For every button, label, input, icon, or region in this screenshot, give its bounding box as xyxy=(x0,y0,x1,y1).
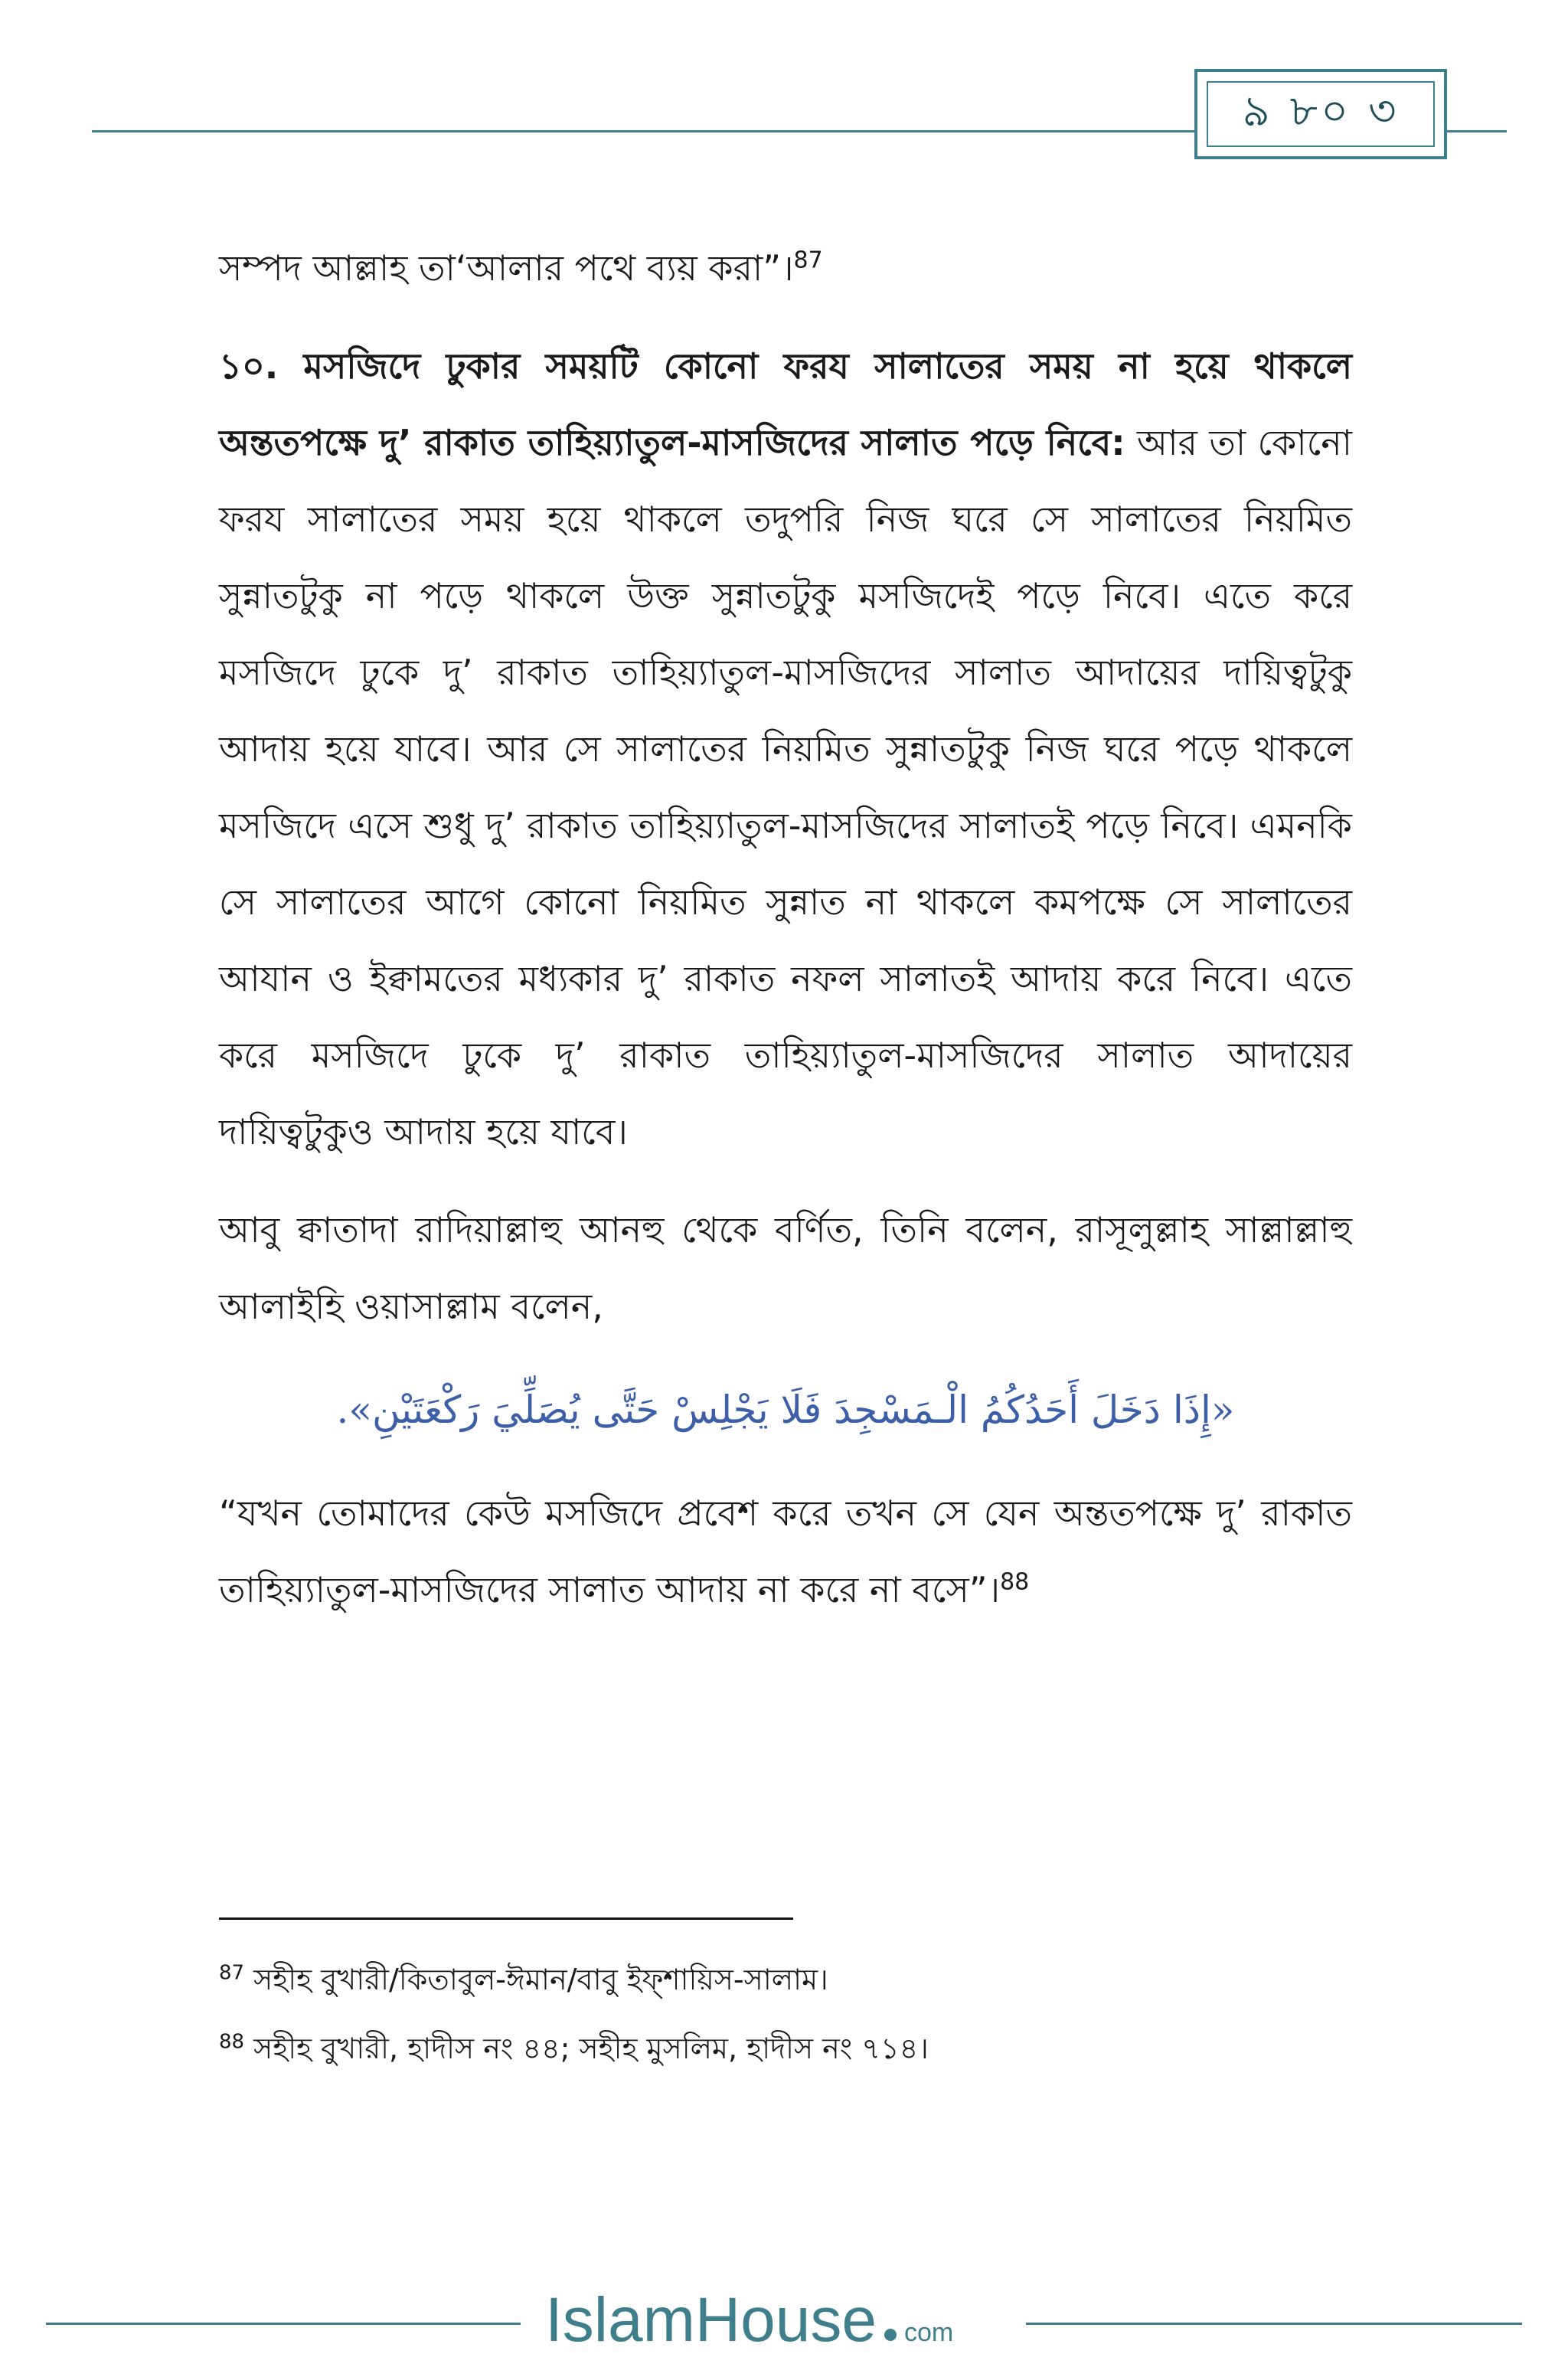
paragraph-1 xyxy=(219,230,1352,306)
footnote-87 xyxy=(219,1945,1352,2014)
paragraph-1-text: সম্পদ আল্লাহ তা‘আলার পথে ব্যয় করা”। xyxy=(219,247,794,289)
page-number: ৯ ৮০ ৩ xyxy=(1207,81,1435,147)
footnote-text: সহীহ বুখারী/কিতাবুল-ঈমান/বাবু ইফ্শায়িস-সালাম। xyxy=(244,1963,828,1996)
section-heading-10: ১০. মসজিদে ঢুকার সময়টি কোনো ফরয সালাতের সময় না হয়ে থাকলে অন্ততপক্ষে দু’ রাকাত তাহিয়্যাতুল-মাসজিদের সালাত পড়ে নিবে: xyxy=(219,345,1352,463)
footnote-rule xyxy=(219,1917,793,1920)
footer-rule-right xyxy=(1026,2323,1522,2325)
brand-name: IslamHouse xyxy=(545,2285,877,2355)
paragraph-4 xyxy=(219,1475,1352,1628)
footer-rule-left xyxy=(46,2323,521,2325)
brand-dot-icon xyxy=(884,2329,897,2341)
paragraph-3: আবু ক্বাতাদা রাদিয়াল্লাহু আনহু থেকে বর্ণিত, তিনি বলেন, রাসূলুল্লাহ সাল্লাল্লাহু আলাইহি ওয়াসাল্লাম বলেন, xyxy=(219,1209,1352,1327)
footnotes xyxy=(219,1945,1352,2083)
footnote-ref-88[interactable]: 88 xyxy=(1000,1568,1030,1596)
arabic-hadith: «إِذَا دَخَلَ أَحَدُكُمُ الْـمَسْجِدَ فَلَا يَجْلِسْ حَتَّى يُصَلِّيَ رَكْعَتَيْنِ». xyxy=(336,1388,1235,1432)
page-number-box xyxy=(1194,69,1447,159)
footnote-number: 87 xyxy=(219,1961,245,1985)
paragraph-2-text: আর তা কোনো ফরয সালাতের সময় হয়ে থাকলে তদুপরি নিজ ঘরে সে সালাতের নিয়মিত সুন্নাতটুকু না পড়ে থাকলে উক্ত সুন্নাতটুকু মসজিদেই পড়ে নিবে। এতে করে মসজিদে ঢুকে দু’ রাকাত তাহিয়্যাতুল-মাসজিদের সালাত আদায়ের দায়িত্বটুকু আদায় হয়ে যাবে। আর সে সালাতের নিয়মিত সুন্নাতটুকু নিজ ঘরে পড়ে থাকলে মসজিদে এসে শুধু দু’ রাকাত তাহিয়্যাতুল-মাসজিদের সালাতই পড়ে নিবে। এমনকি সে সালাতের আগে কোনো নিয়মিত সুন্নাত না থাকলে কমপক্ষে সে সালাতের আযান ও ইক্বামতের মধ্যকার দু’ রাকাত নফল সালাতই আদায় করে নিবে। এতে করে মসজিদে ঢুকে দু’ রাকাত তাহিয়্যাতুল-মাসজিদের সালাত আদায়ের দায়িত্বটুকুও আদায় হয়ে যাবে। xyxy=(219,422,1352,1152)
footnote-number: 88 xyxy=(219,2030,245,2054)
page-body xyxy=(219,230,1352,1628)
paragraph-4-text: “যখন তোমাদের কেউ মসজিদে প্রবেশ করে তখন সে যেন অন্ততপক্ষে দু’ রাকাত তাহিয়্যাতুল-মাসজিদের সালাত আদায় না করে না বসে”। xyxy=(219,1492,1352,1610)
brand-tld: com xyxy=(903,2318,954,2347)
islamhouse-logo[interactable] xyxy=(545,2286,953,2367)
footnote-ref-87[interactable]: 87 xyxy=(793,247,823,274)
paragraph-2 xyxy=(219,328,1352,1170)
footer xyxy=(0,2285,1568,2355)
footnote-text: সহীহ বুখারী, হাদীস নং ৪৪; সহীহ মুসলিম, হাদীস নং ৭১৪। xyxy=(244,2032,929,2065)
footnote-88 xyxy=(219,2014,1352,2083)
